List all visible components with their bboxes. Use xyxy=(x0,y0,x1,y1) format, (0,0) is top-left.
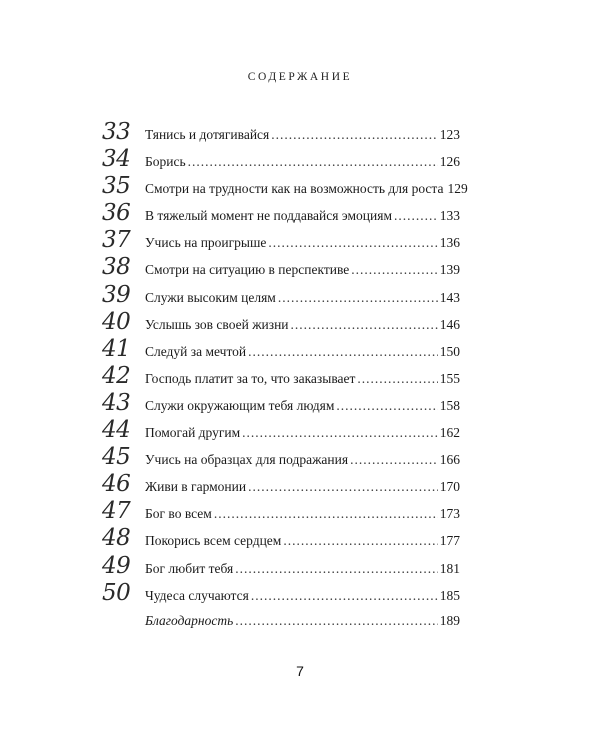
acknowledgements-title: Благодарность xyxy=(145,612,234,628)
toc-entry-line xyxy=(145,338,460,365)
chapter-title: Живи в гармонии xyxy=(145,479,247,495)
dot-leader xyxy=(214,500,438,527)
toc-entry-line xyxy=(145,582,460,609)
dot-leader xyxy=(271,121,437,148)
toc-entry-line xyxy=(145,175,468,202)
dot-leader xyxy=(357,365,437,392)
dot-leader xyxy=(188,148,438,175)
page-reference: 143 xyxy=(439,289,460,305)
dot-leader xyxy=(351,256,437,283)
page-reference: 181 xyxy=(439,560,460,576)
chapter-number: 36 xyxy=(102,200,131,227)
chapter-number: 50 xyxy=(102,579,131,606)
toc-entry xyxy=(102,390,460,417)
chapter-title: Покорись всем сердцем xyxy=(145,533,282,549)
toc-entry xyxy=(102,309,460,336)
toc-entry xyxy=(102,282,460,309)
table-of-contents xyxy=(102,119,468,634)
dot-leader xyxy=(248,473,438,500)
page-reference: 133 xyxy=(439,208,460,224)
page-reference: 185 xyxy=(439,587,460,603)
page-reference: 189 xyxy=(439,612,460,628)
toc-entry-line xyxy=(145,500,460,527)
chapter-number: 40 xyxy=(102,308,131,335)
toc-entry xyxy=(102,227,460,254)
toc-entry xyxy=(102,471,460,498)
toc-entry xyxy=(102,553,460,580)
toc-entry-line xyxy=(145,555,460,582)
chapter-number: 47 xyxy=(102,498,131,525)
toc-entry-line xyxy=(145,229,460,256)
page-reference: 166 xyxy=(439,452,460,468)
toc-entry-line xyxy=(145,311,460,338)
dot-leader xyxy=(394,202,438,229)
toc-entry xyxy=(102,498,460,525)
chapter-number: 39 xyxy=(102,281,131,308)
chapter-number: 46 xyxy=(102,471,131,498)
toc-entry xyxy=(102,580,460,607)
dot-leader xyxy=(291,311,438,338)
dot-leader xyxy=(248,338,438,365)
chapter-title: Услышь зов своей жизни xyxy=(145,316,289,332)
page-reference: 146 xyxy=(439,316,460,332)
chapter-number: 34 xyxy=(102,146,131,173)
toc-entry-line xyxy=(145,527,460,554)
toc-entry xyxy=(102,119,460,146)
toc-entry xyxy=(102,336,460,363)
chapter-title: Служи окружающим тебя людям xyxy=(145,397,335,413)
toc-entry xyxy=(102,146,460,173)
dot-leader xyxy=(268,229,437,256)
page-reference: 123 xyxy=(439,127,460,142)
dot-leader xyxy=(283,527,437,554)
chapter-title: Учись на образцах для подражания xyxy=(145,452,349,468)
chapter-number: 33 xyxy=(102,119,131,145)
chapter-number: 38 xyxy=(102,254,131,281)
chapter-title: Служи высоким целям xyxy=(145,289,276,305)
chapter-title: Учись на проигрыше xyxy=(145,235,267,251)
dot-leader xyxy=(242,419,438,446)
chapter-title: Бог во всем xyxy=(145,506,212,522)
toc-entry xyxy=(102,363,460,390)
toc-entry xyxy=(102,200,460,227)
page-reference: 136 xyxy=(439,235,460,251)
chapter-title: Смотри на трудности как на возможность для роста xyxy=(145,181,444,197)
toc-entry xyxy=(102,173,468,200)
chapter-title: Чудеса случаются xyxy=(145,587,249,603)
page-reference: 129 xyxy=(447,181,468,197)
dot-leader xyxy=(251,582,438,609)
toc-entry-line xyxy=(145,284,460,311)
page-reference: 155 xyxy=(439,370,460,386)
toc-entry-line xyxy=(145,256,460,283)
toc-heading: СОДЕРЖАНИЕ xyxy=(247,71,353,83)
toc-entry-line xyxy=(145,607,460,634)
page-reference: 177 xyxy=(439,533,460,549)
dot-leader xyxy=(235,607,437,634)
page-reference: 170 xyxy=(439,479,460,495)
chapter-title: Борись xyxy=(145,154,186,170)
toc-entry-line xyxy=(145,446,460,473)
chapter-number: 41 xyxy=(102,335,131,362)
page-reference: 150 xyxy=(439,343,460,359)
chapter-title: Тянись и дотягивайся xyxy=(145,127,270,142)
toc-entry-line xyxy=(145,419,460,446)
toc-entry-acknowledgements xyxy=(102,607,460,634)
dot-leader xyxy=(278,284,438,311)
dot-leader xyxy=(336,392,437,419)
page-reference: 162 xyxy=(439,425,460,441)
chapter-number: 42 xyxy=(102,362,131,389)
toc-entry-line xyxy=(145,148,460,175)
toc-entry-line xyxy=(145,121,460,148)
toc-entry xyxy=(102,444,460,471)
dot-leader xyxy=(350,446,438,473)
page-reference: 158 xyxy=(439,397,460,413)
dot-leader xyxy=(235,555,438,582)
toc-entry xyxy=(102,254,460,281)
chapter-number: 35 xyxy=(102,173,131,200)
chapter-title: В тяжелый момент не поддавайся эмоциям xyxy=(145,208,392,224)
chapter-title: Бог любит тебя xyxy=(145,560,234,576)
page-reference: 139 xyxy=(439,262,460,278)
chapter-number: 43 xyxy=(102,389,131,416)
toc-entry xyxy=(102,417,460,444)
toc-entry xyxy=(102,525,460,552)
toc-entry-line xyxy=(145,473,460,500)
page-number: 7 xyxy=(296,663,304,679)
chapter-number: 45 xyxy=(102,444,131,471)
chapter-title: Смотри на ситуацию в перспективе xyxy=(145,262,350,278)
chapter-number: 49 xyxy=(102,552,131,579)
page-reference: 126 xyxy=(439,154,460,170)
toc-entry-line xyxy=(145,202,460,229)
toc-entry-line xyxy=(145,365,460,392)
chapter-title: Помогай другим xyxy=(145,425,241,441)
toc-entry-line xyxy=(145,392,460,419)
page-reference: 173 xyxy=(439,506,460,522)
chapter-number: 48 xyxy=(102,525,131,552)
chapter-number: 44 xyxy=(102,417,131,444)
chapter-title: Господь платит за то, что заказывает xyxy=(145,370,356,386)
chapter-number: 37 xyxy=(102,227,131,254)
chapter-title: Следуй за мечтой xyxy=(145,343,247,359)
